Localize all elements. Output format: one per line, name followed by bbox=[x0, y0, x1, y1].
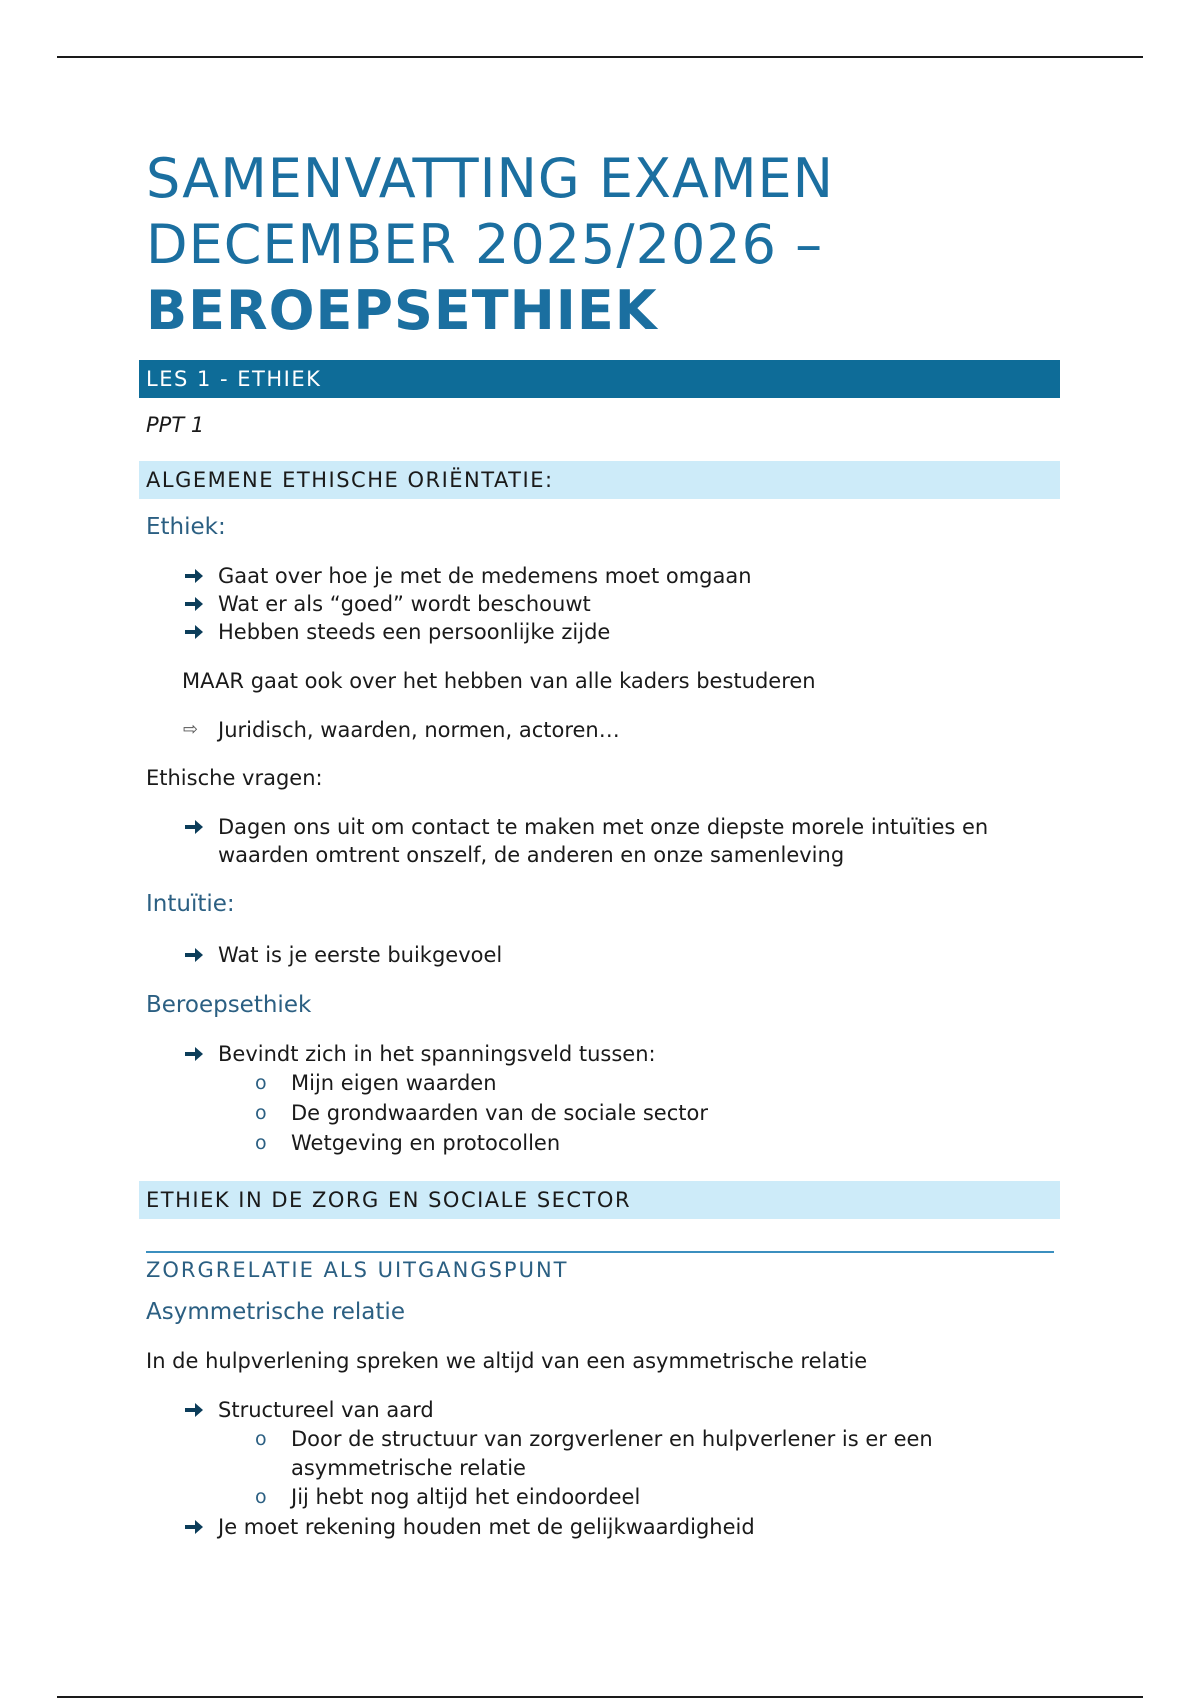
ethische-vragen-line-1: Dagen ons uit om contact te maken met onze diepste morele intuïties en bbox=[218, 815, 989, 839]
arrow-bullet-icon bbox=[183, 1513, 205, 1541]
ethische-vragen-label: Ethische vragen: bbox=[146, 766, 323, 790]
asymmetrie-sub-2: Jij hebt nog altijd het eindoordeel bbox=[291, 1485, 641, 1509]
arrow-bullet-icon bbox=[183, 1396, 205, 1424]
arrow-bullet-icon bbox=[183, 1040, 205, 1068]
arrow-bullet-icon bbox=[183, 941, 205, 969]
arrow-bullet-icon bbox=[183, 618, 205, 646]
asymmetrie-bullet-1: Structureel van aard bbox=[218, 1398, 434, 1422]
arrow-bullet-icon bbox=[183, 562, 205, 590]
circle-bullet-icon: o bbox=[255, 1132, 267, 1154]
title-line-1: SAMENVATTING EXAMEN bbox=[146, 147, 835, 210]
title-line-3: BEROEPSETHIEK bbox=[146, 279, 658, 342]
asymmetrie-intro: In de hulpverlening spreken we altijd van een asymmetrische relatie bbox=[146, 1349, 868, 1373]
arrow-bullet-icon bbox=[183, 590, 205, 618]
heading-asymmetrische-relatie: Asymmetrische relatie bbox=[146, 1299, 405, 1325]
subsection-rule bbox=[146, 1251, 1054, 1253]
bottom-rule bbox=[57, 1696, 1143, 1698]
ethiek-sub-bullet: Juridisch, waarden, normen, actoren… bbox=[218, 718, 620, 742]
circle-bullet-icon: o bbox=[255, 1072, 267, 1094]
ppt-label: PPT 1 bbox=[146, 413, 205, 437]
ethiek-bullet-2: Wat er als “goed” wordt beschouwt bbox=[218, 592, 591, 616]
beroepsethiek-sub-3: Wetgeving en protocollen bbox=[291, 1131, 561, 1155]
asymmetrie-bullet-2: Je moet rekening houden met de gelijkwaardigheid bbox=[218, 1515, 755, 1539]
maar-paragraph: MAAR gaat ook over het hebben van alle kaders bestuderen bbox=[182, 669, 816, 693]
intuitie-bullet: Wat is je eerste buikgevoel bbox=[218, 943, 503, 967]
heading-intuitie: Intuïtie: bbox=[146, 891, 235, 917]
section-bar-algemeen: ALGEMENE ETHISCHE ORIËNTATIE: bbox=[139, 461, 1060, 499]
section-bar-zorg: ETHIEK IN DE ZORG EN SOCIALE SECTOR bbox=[139, 1181, 1060, 1219]
document-title bbox=[146, 146, 1066, 344]
heading-ethiek: Ethiek: bbox=[146, 514, 226, 540]
ethische-vragen-line-2: waarden omtrent onszelf, de anderen en onze samenleving bbox=[218, 843, 845, 867]
beroepsethiek-bullet: Bevindt zich in het spanningsveld tussen: bbox=[218, 1042, 656, 1066]
circle-bullet-icon: o bbox=[255, 1102, 267, 1124]
subsection-zorgrelatie: ZORGRELATIE ALS UITGANGSPUNT bbox=[146, 1258, 569, 1282]
heading-beroepsethiek: Beroepsethiek bbox=[146, 992, 312, 1018]
ethiek-bullet-1: Gaat over hoe je met de medemens moet omgaan bbox=[218, 564, 752, 588]
circle-bullet-icon: o bbox=[255, 1428, 267, 1450]
section-bar-les1: LES 1 - ETHIEK bbox=[139, 360, 1060, 398]
top-rule bbox=[57, 56, 1143, 58]
title-line-2: DECEMBER 2025/2026 – bbox=[146, 213, 824, 276]
ethiek-bullet-3: Hebben steeds een persoonlijke zijde bbox=[218, 620, 611, 644]
circle-bullet-icon: o bbox=[255, 1486, 267, 1508]
arrow-bullet-icon bbox=[183, 813, 205, 841]
beroepsethiek-sub-1: Mijn eigen waarden bbox=[291, 1071, 497, 1095]
beroepsethiek-sub-2: De grondwaarden van de sociale sector bbox=[291, 1101, 708, 1125]
asymmetrie-sub-1-line-1: Door de structuur van zorgverlener en hulpverlener is er een bbox=[291, 1427, 933, 1451]
open-arrow-icon: ⇨ bbox=[183, 719, 199, 740]
asymmetrie-sub-1-line-2: asymmetrische relatie bbox=[291, 1456, 526, 1480]
